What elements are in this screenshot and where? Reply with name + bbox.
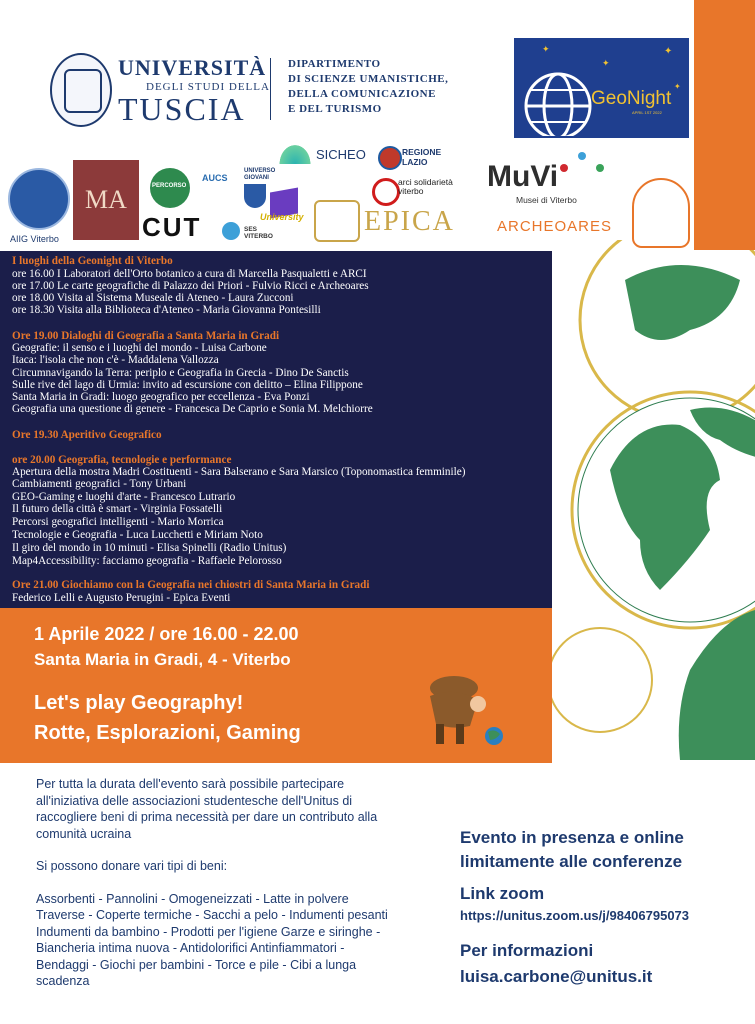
program-item: GEO-Gaming e luoghi d'arte - Francesco Lutrario <box>12 491 236 503</box>
event-info <box>460 828 689 987</box>
aucs-logo: AUCS <box>202 173 228 183</box>
muvi-dots-icon <box>560 152 610 182</box>
universo-giovani-logo: UNIVERSO GIOVANI <box>244 168 276 181</box>
program-section-title: I luoghi della Geonight di Viterbo <box>12 255 173 267</box>
program-section-title: Ore 19.00 Dialoghi di Geografia a Santa Maria in Gradi <box>12 330 280 342</box>
program-item: Il futuro della città è smart - Virginia Fossatelli <box>12 503 223 515</box>
dept-line: E DEL TURISMO <box>288 103 382 115</box>
aiig-caption: AIIG Viterbo <box>10 234 59 244</box>
program-item: Federico Lelli e Augusto Perugini - Epica Eventi <box>12 592 231 604</box>
program-item: Itaca: l'isola che non c'è - Maddalena Vallozza <box>12 354 219 366</box>
program-item: Circumnavigando la Terra: periplo e Geografia in Grecia - Dino De Sanctis <box>12 367 349 379</box>
donation-info <box>36 776 396 990</box>
header-divider <box>270 58 271 120</box>
program-item: Geografia una questione di genere - Francesca De Caprio e Sonia M. Melchiorre <box>12 403 373 415</box>
percorso-caption: PERCORSO <box>152 183 187 189</box>
explorer-character-icon <box>408 666 513 748</box>
program-item: ore 18.00 Visita al Sistema Museale di Ateneo - Laura Zucconi <box>12 292 294 304</box>
program-item: ore 17.00 Le carte geografiche di Palazzo dei Priori - Fulvio Ricci e Archeoares <box>12 280 369 292</box>
dept-line: DELLA COMUNICAZIONE <box>288 88 436 100</box>
orange-corner-strip <box>694 0 755 250</box>
donation-subtitle: Si possono donare vari tipi di beni: <box>36 859 228 873</box>
sicheo-logo: SICHEO <box>316 147 366 162</box>
muvi-logo: MuVi <box>487 160 559 193</box>
regione-lazio-logo: REGIONE LAZIO <box>402 147 442 167</box>
program-section-title: Ore 19.30 Aperitivo Geografico <box>12 429 162 441</box>
university-name-line3: TUSCIA <box>118 91 246 127</box>
event-mode-line1: Evento in presenza e online <box>460 828 684 847</box>
star-icon: ✦ <box>664 46 673 57</box>
university-crest-logo <box>50 53 112 127</box>
universo-u-icon <box>244 184 266 208</box>
program-item: Apertura della mostra Madri Costituenti - Sara Balserano e Sara Marsico (Toponomastica femminile) <box>12 466 466 478</box>
globe-icon <box>520 68 600 136</box>
sicheo-lotus-icon <box>277 142 313 164</box>
contact-email-link[interactable]: luisa.carbone@unitus.it <box>460 967 653 986</box>
department-name <box>288 57 448 117</box>
event-slogan: Let's play Geography! <box>34 692 244 714</box>
program-panel <box>0 251 552 608</box>
program-item: Percorsi geografici intelligenti - Mario Morrica <box>12 516 224 528</box>
program-section-title: ore 20.00 Geografia, tecnologie e performance <box>12 454 232 466</box>
contact-title: Per informazioni <box>460 941 594 960</box>
epica-logo: EPICA <box>364 206 455 237</box>
program-item: Tecnologie e Geografia - Luca Lucchetti e Miriam Noto <box>12 529 263 541</box>
geonight-title: GeoNight <box>591 88 672 109</box>
zoom-link[interactable]: https://unitus.zoom.us/j/98406795073 <box>460 908 690 923</box>
geonight-logo <box>514 38 689 138</box>
program-item: Geografie: il senso e i luoghi del mondo - Luisa Carbone <box>12 342 267 354</box>
program-item: ore 16.00 I Laboratori dell'Orto botanico a cura di Marcella Pasqualetti e ARCI <box>12 268 367 280</box>
program-section-title: Ore 21.00 Giochiamo con la Geografia nei chiostri di Santa Maria in Gradi <box>12 579 370 591</box>
dept-line: DI SCIENZE UMANISTICHE, <box>288 73 449 85</box>
program-item: Sulle rive del lago di Urmia: invito ad escursione con delitto – Elina Filippone <box>12 379 363 391</box>
arci-icon <box>372 178 400 206</box>
program-item: Santa Maria in Gradi: luogo geografico per eccellenza - Eva Ponzi <box>12 391 310 403</box>
program-item: Il giro del mondo in 10 minuti - Elisa Spinelli (Radio Unitus) <box>12 542 287 554</box>
msa-logo: MA <box>73 160 139 240</box>
event-date: 1 Aprile 2022 / ore 16.00 - 22.00 <box>34 624 299 644</box>
arci-logo: arci solidarietà viterbo <box>398 177 453 196</box>
cut-logo: CUT <box>142 212 202 242</box>
archeoares-head-icon <box>632 178 690 248</box>
star-icon: ✦ <box>542 44 550 54</box>
program-item: ore 18.30 Visita alla Biblioteca d'Ateneo - Maria Giovanna Pontesilli <box>12 304 321 316</box>
zoom-title: Link zoom <box>460 884 545 903</box>
event-subtitle: Rotte, Esplorazioni, Gaming <box>34 722 301 744</box>
dept-line: DIPARTIMENTO <box>288 58 381 70</box>
ses-logo: SES VITERBO <box>244 226 273 240</box>
archeoares-logo: ARCHEOARES <box>497 218 613 235</box>
regione-lazio-emblem <box>378 146 402 170</box>
donation-list: Assorbenti - Pannolini - Omogeneizzati - Latte in polvere Traverse - Coperte termiche - Sacchi a pelo - Indumenti pesanti Indumenti da bambino - Prodotti per l'igiene Garze e siringhe - Biancheria intima nuova - Antidolorifici Antinfiammatori - Bendaggi - Giochi per bambini - Torce e pile - Cibi a lunga scadenza <box>36 891 388 988</box>
event-place: Santa Maria in Gradi, 4 - Viterbo <box>34 650 291 669</box>
event-mode-line2: limitamente alle conferenze <box>460 852 683 871</box>
university-name-line1: UNIVERSITÀ <box>118 55 267 80</box>
program-item: Map4Accessibility: facciamo geografia - Raffaele Pelorosso <box>12 555 282 567</box>
epica-emblem <box>314 200 360 242</box>
donation-intro: Per tutta la durata dell'evento sarà possibile partecipare all'iniziativa delle associazioni studentesche dell'Unitus di raccogliere beni di prima necessità per dare un contributo alla comunità ucraina <box>36 777 378 841</box>
program-item: Cambiamenti geografici - Tony Urbani <box>12 478 187 490</box>
event-banner <box>0 608 552 763</box>
university-caption: University <box>260 212 304 222</box>
star-icon: ✦ <box>602 58 610 68</box>
globes-illustration <box>540 240 755 760</box>
ses-icon <box>222 222 240 240</box>
geonight-date: APRIL 1ST 2022 <box>632 110 662 115</box>
star-icon: ✦ <box>674 82 681 91</box>
muvi-caption: Musei di Viterbo <box>516 195 577 205</box>
university-name-line2: DEGLI STUDI DELLA <box>146 81 270 93</box>
aiig-logo <box>8 168 70 230</box>
